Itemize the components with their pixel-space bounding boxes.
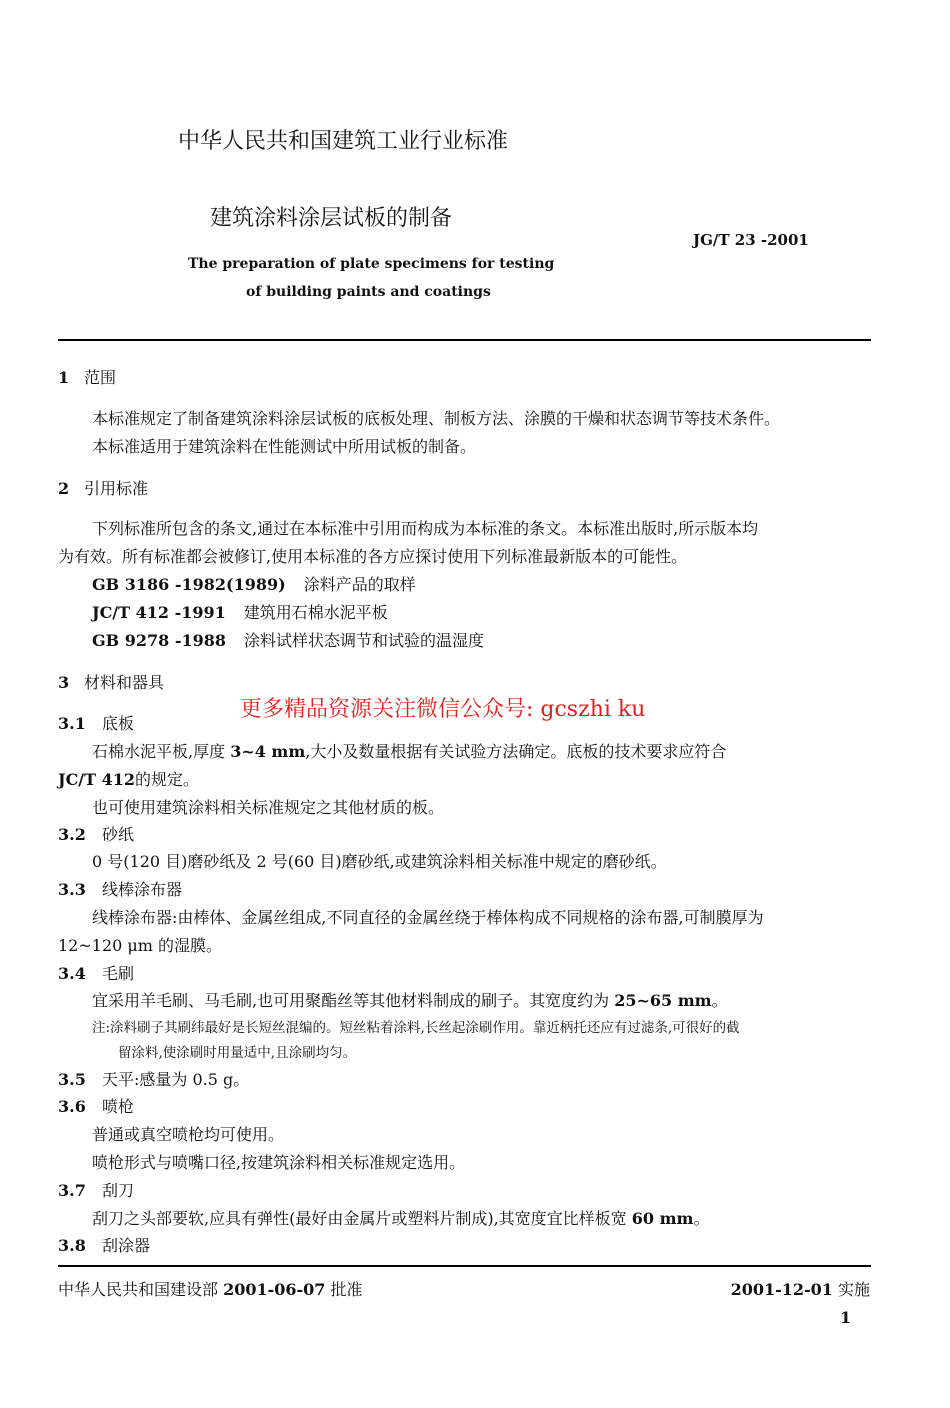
subsection-3-4-heading	[58, 961, 134, 984]
subsection-number: 3.4	[58, 964, 86, 983]
header-rule	[58, 339, 871, 341]
section-number: 3	[58, 673, 70, 692]
subsection-3-7-heading	[58, 1178, 134, 1201]
section-2-paragraph-line-2: 为有效。所有标准都会被修订,使用本标准的各方应探讨使用下列标准最新版本的可能性。	[58, 547, 688, 566]
subsection-3-6-paragraph-1: 普通或真空喷枪均可使用。	[92, 1125, 285, 1144]
reference-title: 建筑用石棉水泥平板	[243, 603, 388, 622]
subsection-3-4-note-line-1: 注:涂料刷子其刷纬最好是长短丝混编的。短丝粘着涂料,长丝起涂刷作用。靠近柄托还应有过滤条,可很好的截	[92, 1020, 740, 1036]
section-1-heading	[58, 365, 116, 388]
implementation-line	[731, 1277, 870, 1300]
subsection-3-7-paragraph: 刮刀之头部要软,应具有弹性(最好由金属片或塑料片制成),其宽度宜比样板宽 60 mm。	[92, 1209, 710, 1228]
subsection-3-4-note-line-2: 留涂料,使涂刷时用量适中,且涂刷均匀。	[118, 1045, 357, 1061]
section-2-heading	[58, 476, 148, 499]
subsection-3-4-paragraph: 宜采用羊毛刷、马毛刷,也可用聚酯丝等其他材料制成的刷子。其宽度约为 25~65 mm。	[92, 991, 728, 1010]
document-title-en-line1: The preparation of plate specimens for testing	[188, 256, 555, 272]
reference-item	[92, 628, 484, 651]
subsection-number: 3.1	[58, 714, 86, 733]
section-2-paragraph-line-1: 下列标准所包含的条文,通过在本标准中引用而构成为本标准的条文。本标准出版时,所示版本均	[92, 519, 759, 538]
section-title: 材料和器具	[84, 673, 165, 692]
approval-word: 批准	[325, 1280, 363, 1299]
reference-code: JC/T 412 -1991	[92, 603, 226, 622]
standard-code: JG/T 23 -2001	[693, 231, 809, 249]
approval-line	[58, 1277, 363, 1300]
subsection-3-3-paragraph-line-2: 12~120 μm 的湿膜。	[58, 936, 223, 955]
implementation-word: 实施	[832, 1280, 870, 1299]
industry-standard-heading: 中华人民共和国建筑工业行业标准	[178, 129, 509, 154]
reference-item	[92, 600, 388, 623]
section-number: 2	[58, 479, 70, 498]
subsection-number: 3.8	[58, 1236, 86, 1255]
subsection-title: 刮刀	[102, 1181, 135, 1200]
subsection-3-5-heading	[58, 1067, 249, 1090]
subsection-number: 3.7	[58, 1181, 86, 1200]
subsection-3-1-paragraph-line-2: JC/T 412的规定。	[58, 770, 200, 789]
section-3-heading	[58, 670, 164, 693]
page-number: 1	[840, 1308, 852, 1327]
reference-title: 涂料产品的取样	[303, 575, 416, 594]
subsection-3-1-heading	[58, 711, 134, 734]
subsection-title: 毛刷	[102, 964, 135, 983]
subsection-3-2-paragraph: 0 号(120 目)磨砂纸及 2 号(60 目)磨砂纸,或建筑涂料相关标准中规定的磨砂纸。	[92, 852, 667, 871]
section-title: 范围	[84, 368, 117, 387]
subsection-title: 喷枪	[102, 1097, 135, 1116]
subsection-3-6-heading	[58, 1094, 134, 1117]
subsection-number: 3.5	[58, 1070, 86, 1089]
subsection-3-1-paragraph-2: 也可使用建筑涂料相关标准规定之其他材质的板。	[92, 798, 445, 817]
section-title: 引用标准	[84, 479, 149, 498]
subsection-3-8-heading	[58, 1233, 150, 1256]
approval-org: 中华人民共和国建设部	[58, 1280, 224, 1299]
subsection-number: 3.3	[58, 880, 86, 899]
reference-item	[92, 572, 416, 595]
section-number: 1	[58, 368, 70, 387]
implementation-date: 2001-12-01	[730, 1280, 833, 1299]
subsection-3-2-heading	[58, 822, 134, 845]
watermark-text: 更多精品资源关注微信公众号: gcszhi ku	[240, 697, 646, 722]
footer-rule	[58, 1265, 871, 1267]
subsection-title: 刮涂器	[102, 1236, 151, 1255]
reference-title: 涂料试样状态调节和试验的温湿度	[244, 631, 485, 650]
subsection-title: 底板	[102, 714, 135, 733]
section-1-paragraph-1: 本标准规定了制备建筑涂料涂层试板的底板处理、制板方法、涂膜的干燥和状态调节等技术条件。	[92, 409, 781, 428]
subsection-3-3-heading	[58, 877, 182, 900]
subsection-3-1-paragraph-line-1: 石棉水泥平板,厚度 3~4 mm,大小及数量根据有关试验方法确定。底板的技术要求应符合	[92, 742, 727, 761]
reference-code: GB 3186 -1982(1989)	[92, 575, 286, 594]
subsection-title: 线棒涂布器	[102, 880, 183, 899]
document-title-en-line2: of building paints and coatings	[246, 284, 491, 300]
reference-code: GB 9278 -1988	[92, 631, 227, 650]
subsection-number: 3.6	[58, 1097, 86, 1116]
subsection-number: 3.2	[58, 825, 86, 844]
subsection-title: 砂纸	[102, 825, 135, 844]
subsection-title: 天平:感量为 0.5 g。	[102, 1070, 250, 1089]
document-title-cn: 建筑涂料涂层试板的制备	[210, 206, 453, 231]
approval-date: 2001-06-07	[223, 1280, 326, 1299]
section-1-paragraph-2: 本标准适用于建筑涂料在性能测试中所用试板的制备。	[92, 437, 477, 456]
subsection-3-3-paragraph-line-1: 线棒涂布器:由棒体、金属丝组成,不同直径的金属丝绕于棒体构成不同规格的涂布器,可制膜厚为	[92, 908, 764, 927]
subsection-3-6-paragraph-2: 喷枪形式与喷嘴口径,按建筑涂料相关标准规定选用。	[92, 1153, 466, 1172]
